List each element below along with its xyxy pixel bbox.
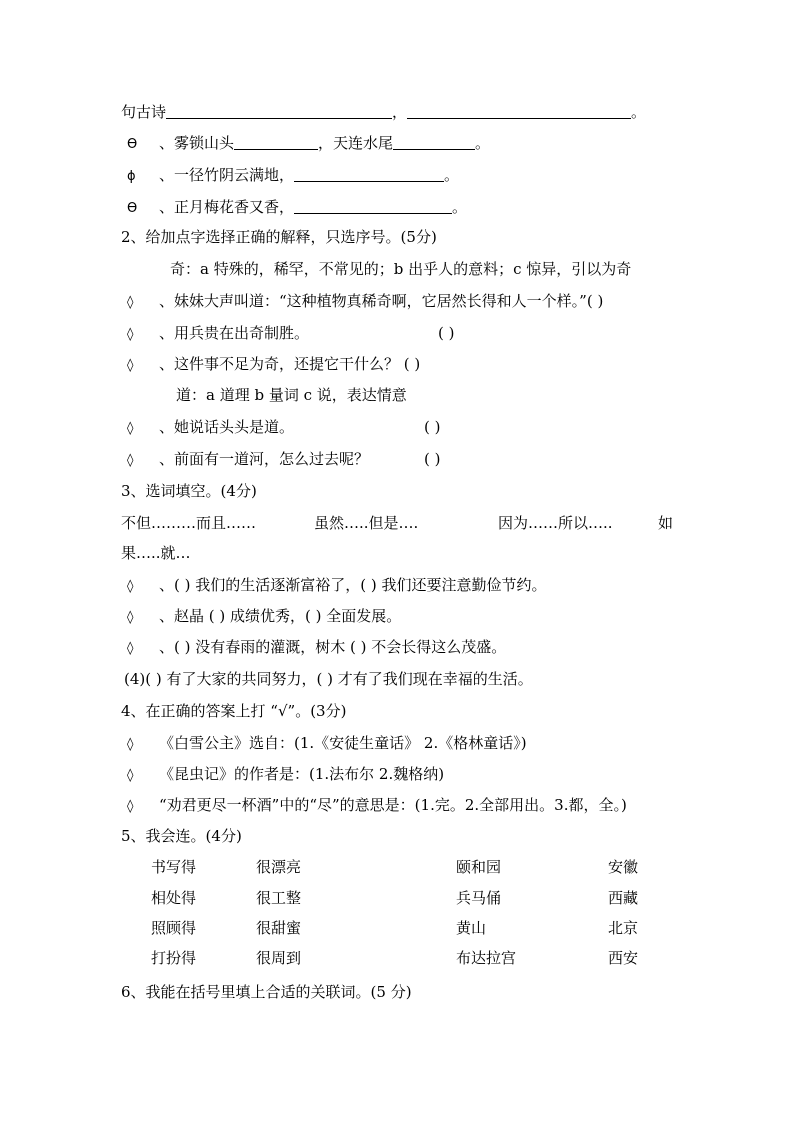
match-left-value[interactable]: 很工整	[256, 889, 302, 907]
poem-line	[121, 102, 646, 122]
list-marker: ◊	[127, 768, 134, 783]
answer-blank[interactable]	[407, 103, 631, 119]
q3-option: 因为……所以…..	[498, 514, 613, 532]
q4-item	[127, 795, 627, 817]
match-right-item[interactable]: 兵马俑	[456, 889, 502, 907]
item-text: 《白雪公主》选自：(1.《安徒生童话》 2.《格林童话》)	[159, 734, 527, 752]
item-text: ，天连水尾	[318, 134, 394, 152]
item-text: 、前面有一道河，怎么过去呢？	[159, 450, 370, 468]
match-left-item[interactable]: 照顾得	[151, 919, 197, 937]
list-marker: ϴ	[127, 137, 138, 152]
list-marker: ◊	[127, 579, 134, 594]
item-text: 、正月梅花香又香，	[159, 198, 295, 216]
q2-item	[127, 323, 309, 345]
poem-item-2	[127, 165, 459, 187]
match-right-item[interactable]: 黄山	[456, 919, 487, 937]
q3-item	[127, 606, 401, 628]
list-marker: ϴ	[127, 201, 138, 216]
match-right-item[interactable]: 布达拉宫	[456, 949, 517, 967]
q3-option: 不但………而且……	[121, 514, 257, 532]
list-marker: ◊	[127, 358, 134, 373]
q3-item	[127, 575, 546, 597]
q3-option: 虽然…..但是….	[314, 514, 419, 532]
q3-item	[127, 637, 506, 659]
item-text: 、一径竹阴云满地，	[159, 166, 295, 184]
period: 。	[452, 198, 468, 216]
q2-item	[127, 449, 369, 471]
q4-title: 4、在正确的答案上打 “√”。(3分)	[121, 702, 347, 720]
poem-item-3	[127, 197, 467, 219]
list-marker: ◊	[127, 327, 134, 342]
q6-title: 6、我能在括号里填上合适的关联词。(5 分)	[121, 983, 412, 1001]
match-left-value[interactable]: 很周到	[256, 949, 302, 967]
item-text: 、赵晶 ( ) 成绩优秀，( ) 全面发展。	[159, 607, 402, 625]
q2-item	[127, 354, 420, 376]
q3-option-cont: 果…..就…	[121, 544, 191, 562]
list-marker: ◊	[127, 641, 134, 656]
q5-title: 5、我会连。(4分)	[121, 827, 242, 845]
q2-title: 2、给加点字选择正确的解释，只选序号。(5分)	[121, 228, 437, 246]
match-right-value[interactable]: 安徽	[608, 858, 639, 876]
list-marker: ϕ	[127, 169, 136, 184]
list-marker: ◊	[127, 610, 134, 625]
match-left-item[interactable]: 打扮得	[151, 949, 197, 967]
item-text: 、( ) 我们的生活逐渐富裕了，( ) 我们还要注意勤俭节约。	[159, 576, 547, 594]
list-marker: ◊	[127, 737, 134, 752]
match-left-value[interactable]: 很甜蜜	[256, 919, 302, 937]
answer-paren[interactable]: ( )	[424, 450, 441, 468]
answer-blank[interactable]	[294, 198, 452, 214]
answer-blank[interactable]	[234, 134, 318, 150]
list-marker: ◊	[127, 421, 134, 436]
answer-blank[interactable]	[393, 134, 475, 150]
q2-item	[127, 291, 603, 313]
match-right-value[interactable]: 北京	[608, 919, 639, 937]
q4-item	[127, 764, 444, 786]
item-text: 、这件事不足为奇，还提它干什么？ ( )	[159, 355, 421, 373]
answer-paren[interactable]: ( )	[424, 418, 441, 436]
match-left-item[interactable]: 相处得	[151, 889, 197, 907]
q3-item-4: (4)( ) 有了大家的共同努力，( ) 才有了我们现在幸福的生活。	[124, 670, 533, 688]
answer-paren[interactable]: ( )	[438, 324, 455, 342]
answer-blank[interactable]	[166, 103, 392, 119]
q4-item	[127, 733, 527, 755]
item-text: 、妹妹大声叫道：“这种植物真稀奇啊，它居然长得和人一个样。”( )	[159, 292, 604, 310]
period: 。	[444, 166, 460, 184]
poem-item-1	[127, 133, 490, 155]
list-marker: ◊	[127, 453, 134, 468]
dao-definition: 道：a 道理 b 量词 c 说，表达情意	[176, 386, 407, 404]
qi-definition: 奇：a 特殊的，稀罕，不常见的；b 出乎人的意料；c 惊异，引以为奇	[170, 260, 632, 278]
match-right-item[interactable]: 颐和园	[456, 858, 502, 876]
q2-item	[127, 417, 294, 439]
q3-option: 如	[658, 514, 674, 532]
item-text: 《昆虫记》的作者是：(1.法布尔 2.魏格纳)	[159, 765, 445, 783]
match-left-item[interactable]: 书写得	[151, 858, 197, 876]
list-marker: ◊	[127, 295, 134, 310]
match-right-value[interactable]: 西藏	[608, 889, 639, 907]
item-text: 、用兵贵在出奇制胜。	[159, 324, 310, 342]
match-right-value[interactable]: 西安	[608, 949, 639, 967]
item-text: 、( ) 没有春雨的灌溉，树木 ( ) 不会长得这么茂盛。	[159, 638, 507, 656]
period: 。	[631, 103, 647, 121]
comma: ，	[392, 103, 408, 121]
item-text: “劝君更尽一杯酒”中的“尽”的意思是：(1.完。2.全部用出。3.都，全。)	[159, 796, 627, 814]
list-marker: ◊	[127, 799, 134, 814]
item-text: 、她说话头头是道。	[159, 418, 295, 436]
match-left-value[interactable]: 很漂亮	[256, 858, 302, 876]
item-text: 、雾锁山头	[159, 134, 235, 152]
q3-title: 3、选词填空。(4分)	[121, 482, 257, 500]
poem-prefix: 句古诗	[121, 103, 167, 121]
period: 。	[475, 134, 491, 152]
answer-blank[interactable]	[294, 166, 444, 182]
